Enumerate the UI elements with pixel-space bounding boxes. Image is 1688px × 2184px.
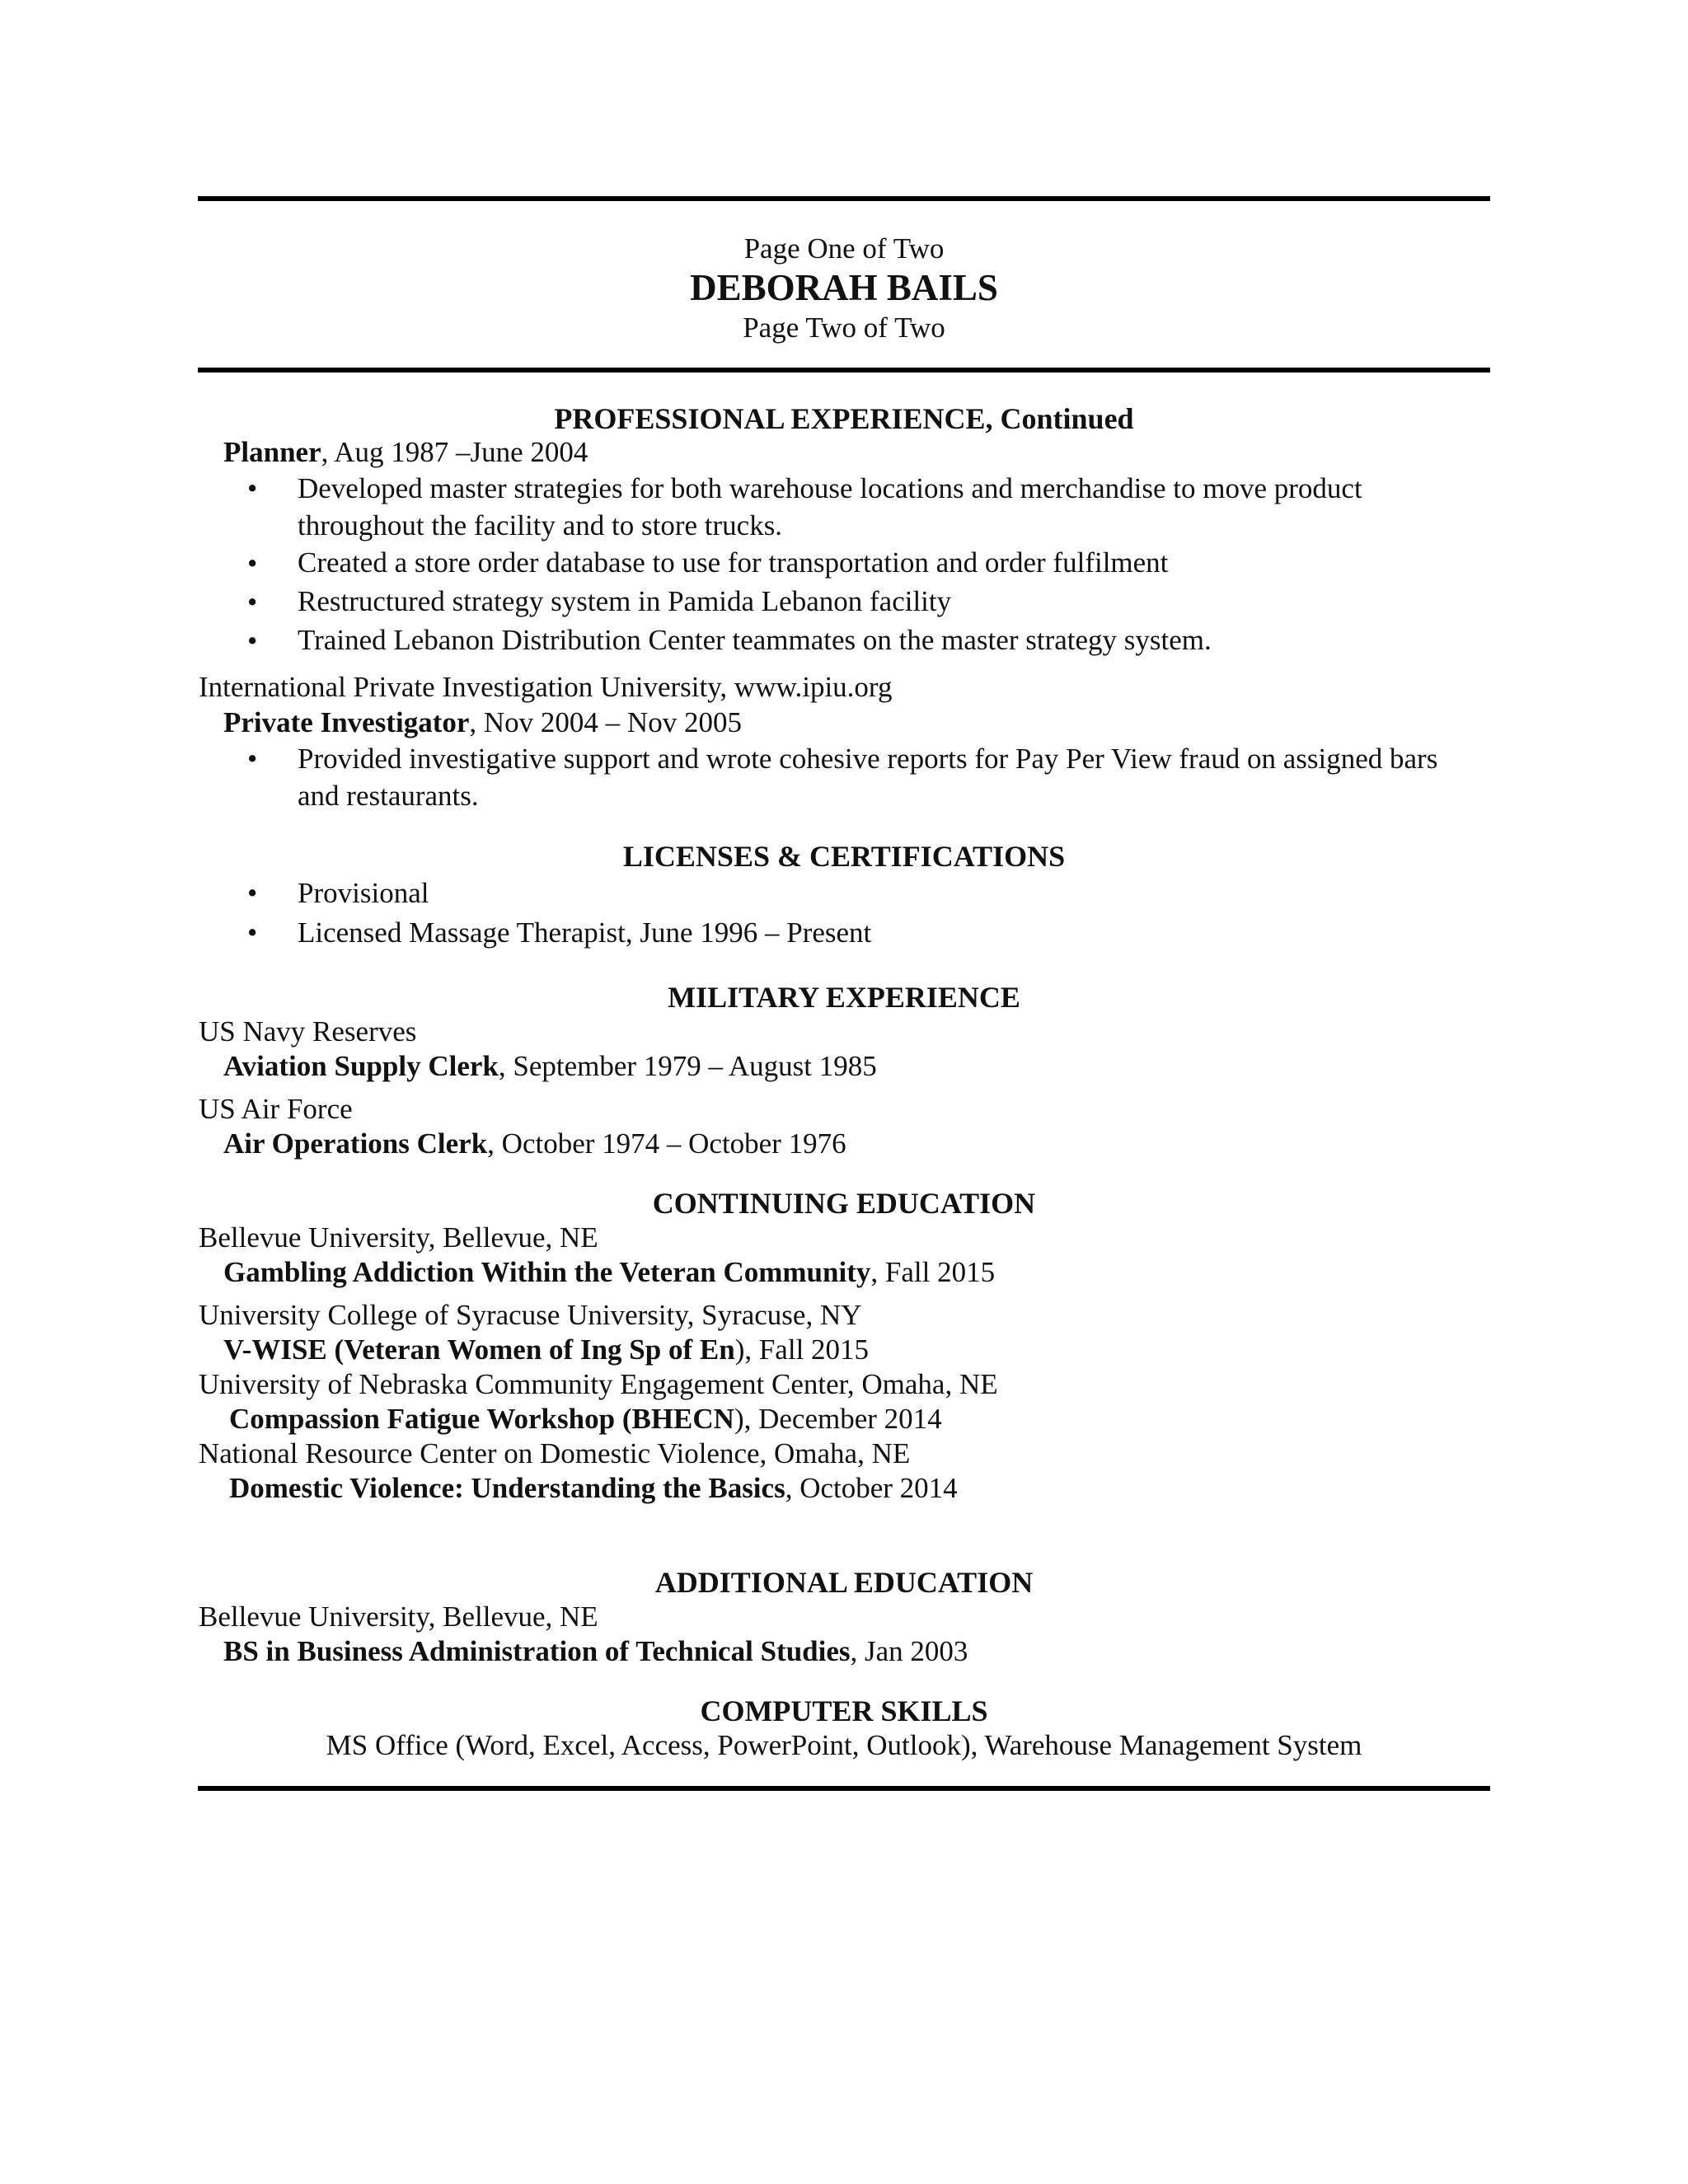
degree-title: BS in Business Administration of Technical Studies (223, 1635, 851, 1667)
bottom-rule (198, 1786, 1490, 1791)
military-role (223, 1127, 846, 1161)
professional-experience-heading: PROFESSIONAL EXPERIENCE, Continued (554, 402, 1134, 435)
military-branch: US Navy Reserves (199, 1015, 417, 1047)
institution-name: University College of Syracuse University, Syracuse, NY (199, 1299, 862, 1331)
degree-date: , Jan 2003 (850, 1635, 968, 1667)
role-dates: , September 1979 – August 1985 (498, 1050, 877, 1082)
role-title: Aviation Supply Clerk (223, 1050, 499, 1082)
course (223, 1333, 869, 1367)
continuing-education-heading: CONTINUING EDUCATION (652, 1187, 1036, 1220)
institution-name: Bellevue University, Bellevue, NE (199, 1601, 598, 1633)
candidate-name: DEBORAH BAILS (690, 267, 998, 308)
military-heading: MILITARY EXPERIENCE (668, 981, 1020, 1014)
page-indicator-bottom: Page Two of Two (743, 312, 945, 344)
bullet-icon: • (247, 472, 258, 504)
military-role (223, 1049, 877, 1084)
institution-name: National Resource Center on Domestic Violence, Omaha, NE (199, 1437, 911, 1469)
bullet-icon: • (247, 625, 258, 657)
page-indicator-top: Page One of Two (743, 232, 945, 265)
computer-skills-text: MS Office (Word, Excel, Access, PowerPoint, Outlook), Warehouse Management System (326, 1729, 1362, 1761)
course-title: Compassion Fatigue Workshop (BHECN (229, 1403, 734, 1435)
bullet-icon: • (247, 547, 258, 579)
licenses-heading: LICENSES & CERTIFICATIONS (622, 840, 1066, 873)
course (223, 1255, 995, 1290)
bullet-text: Restructured strategy system in Pamida Lebanon facility (298, 585, 952, 617)
job-planner (223, 435, 588, 470)
bullet-icon: • (247, 743, 258, 775)
course (229, 1402, 942, 1436)
top-rule (198, 196, 1490, 201)
job-title: Private Investigator (223, 706, 470, 738)
computer-skills-heading: COMPUTER SKILLS (700, 1694, 988, 1727)
additional-education-heading: ADDITIONAL EDUCATION (654, 1566, 1034, 1599)
license-item: Licensed Massage Therapist, June 1996 – Present (298, 916, 872, 949)
degree (223, 1634, 968, 1669)
header-bottom-rule (198, 368, 1490, 373)
course (229, 1471, 958, 1506)
bullet-text: Provided investigative support and wrote cohesive reports for Pay Per View fraud on assigned bars and restaurants. (298, 743, 1438, 812)
institution-name: Bellevue University, Bellevue, NE (199, 1221, 598, 1254)
course-date: , Fall 2015 (870, 1256, 996, 1288)
role-dates: , October 1974 – October 1976 (487, 1127, 846, 1160)
institution-name: University of Nebraska Community Engagement Center, Omaha, NE (199, 1368, 998, 1400)
bullet-icon: • (247, 586, 258, 618)
course-title: V-WISE (Veteran Women of Ing Sp of En (223, 1333, 735, 1366)
bullet-text: Trained Lebanon Distribution Center teammates on the master strategy system. (298, 624, 1212, 656)
course-date: ), December 2014 (734, 1403, 942, 1435)
bullet-text: Created a store order database to use for transportation and order fulfilment (298, 546, 1169, 579)
bullet-text: Developed master strategies for both warehouse locations and merchandise to move product throughout the facility and to store trucks. (298, 472, 1362, 541)
bullet-icon: • (247, 916, 258, 949)
role-title: Air Operations Clerk (223, 1127, 488, 1160)
course-title: Gambling Addiction Within the Veteran Community (223, 1256, 871, 1288)
license-item: Provisional (298, 877, 429, 909)
bullet-icon: • (247, 877, 258, 909)
military-branch: US Air Force (199, 1093, 353, 1125)
employer-name: International Private Investigation University, www.ipiu.org (199, 671, 893, 703)
course-date: , October 2014 (785, 1472, 958, 1504)
job-dates: , Aug 1987 –June 2004 (321, 436, 588, 468)
job-dates: , Nov 2004 – Nov 2005 (469, 706, 742, 738)
job-title: Planner (223, 436, 321, 468)
course-title: Domestic Violence: Understanding the Basics (229, 1472, 785, 1504)
job-private-investigator (223, 705, 742, 740)
course-date: ), Fall 2015 (734, 1333, 870, 1366)
